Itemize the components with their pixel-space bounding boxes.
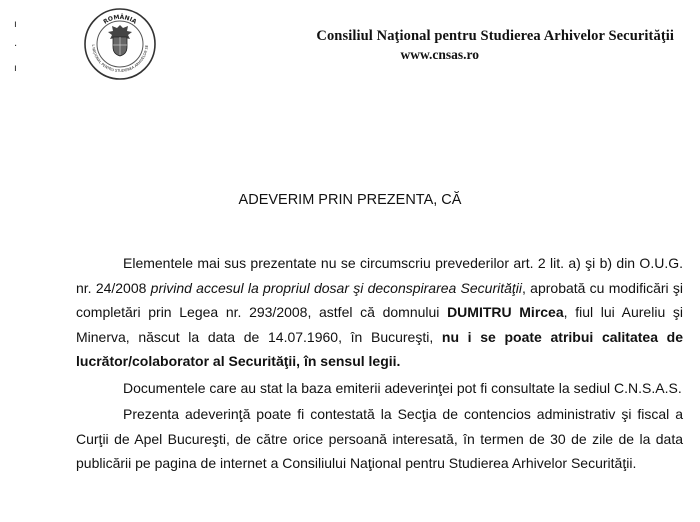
organization-name: Consiliul Naţional pentru Studierea Arhivelor Securităţii — [316, 28, 674, 44]
paragraph-2: Documentele care au stat la baza emiterii adeverinţei pot fi consultate la sediul C.N.S.A.S. — [123, 379, 682, 396]
cnsas-seal-logo — [83, 7, 157, 81]
margin-marks: ı · ı — [14, 19, 18, 74]
svg-text:ROMÂNIA: ROMÂNIA — [102, 13, 138, 26]
document-title: ADEVERIM PRIN PREZENTA, CĂ — [238, 192, 462, 208]
paragraph-1: Elementele mai sus prezentate nu se circumscriu prevederilor art. 2 lit. a) şi b) din O.U.G. nr. 24/2008 privind accesul la propriul dosar şi deconspirarea Securităţii, aprobată cu modificări şi completări prin Legea nr. 293/2008, astfel că domnului DUMITRU Mircea, fiul lui Aureliu şi Minerva, născut la data de 14.07.1960, în Bucureşti, nu i se poate atribui calitatea de lucrător/colaborator al Securităţii, în sensul legii. — [76, 255, 683, 369]
svg-text:CONSILIUL NAȚIONAL PENTRU STUD: L NAȚIONAL PENTRU STUDIEREA ARHIVELOR SE — [90, 44, 150, 74]
website-url: www.cnsas.ro — [400, 47, 479, 62]
letterhead — [200, 28, 674, 63]
document-body — [76, 251, 683, 476]
paragraph-3: Prezenta adeverinţă poate fi contestată la Secţia de contencios administrativ şi fiscal a Curţii de Apel Bucureşti, de către orice persoană interesată, în termen de 30 de zile de la data publicării pe pagina de internet a Consiliului Naţional pentru Studierea Arhivelor Securităţii. — [76, 406, 683, 471]
